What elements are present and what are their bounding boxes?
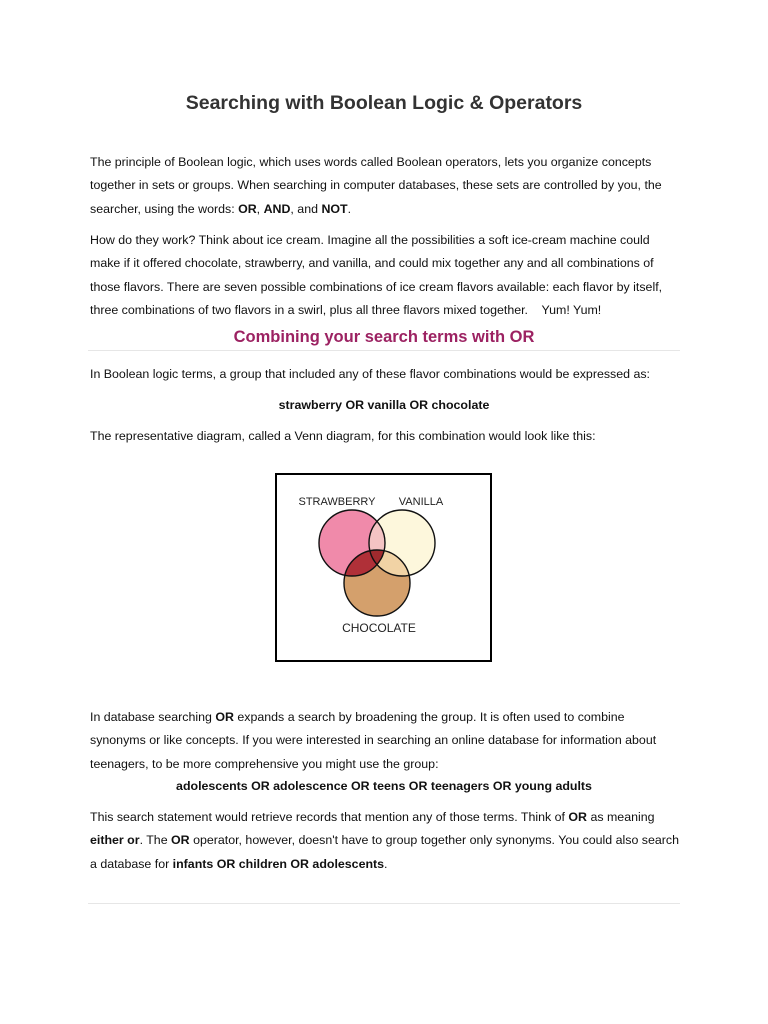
operator-not: NOT: [321, 201, 348, 216]
database-paragraph: [90, 706, 680, 776]
operator-or: OR: [238, 201, 257, 216]
intro-separator: , and: [290, 201, 322, 216]
strawberry-label: STRAWBERRY: [298, 496, 376, 508]
example-expression: strawberry OR vanilla OR chocolate: [278, 398, 490, 412]
venn-intro-paragraph: The representative diagram, called a Venn diagram, for this combination would look like this:: [90, 429, 596, 443]
retrieve-paragraph: [90, 806, 680, 876]
page-title: Searching with Boolean Logic & Operators: [185, 92, 583, 114]
retrieve-text: operator, however, doesn't have to group together only synonyms. You could also search a database for: [90, 833, 679, 871]
retrieve-text: .: [384, 856, 388, 871]
intro-separator: ,: [256, 201, 264, 216]
bottom-divider: [88, 903, 680, 904]
operator-or: OR: [215, 710, 234, 724]
example-search: infants OR children OR adolescents: [172, 856, 385, 871]
intro-end: .: [347, 201, 352, 216]
operator-and: AND: [263, 201, 291, 216]
boolean-terms-paragraph: In Boolean logic terms, a group that included any of these flavor combinations would be expressed as:: [90, 367, 650, 381]
section-heading-or: Combining your search terms with OR: [233, 328, 535, 346]
chocolate-label: CHOCOLATE: [342, 621, 416, 635]
database-text: expands a search by broadening the group. It is often used to combine synonyms or like concepts. If you were interested in searching an online database for information about teenagers, to be more comprehensive you might use the group:: [90, 710, 657, 771]
ice-cream-paragraph: How do they work? Think about ice cream. Imagine all the possibilities a soft ice-cream machine could make if it offered chocolate, strawberry, and vanilla, and could mix together any and all combinations of those flavors. There are seven possible combinations of ice cream flavors available: each flavor by itself, three combinations of two flavors in a swirl, plus all three flavors mixed together. Yum! Yum!: [90, 233, 666, 317]
teen-expression: adolescents OR adolescence OR teens OR teenagers OR young adults: [176, 779, 592, 793]
database-text: In database searching: [90, 710, 216, 724]
either-or-text: either or: [90, 833, 140, 848]
operator-or: OR: [171, 833, 190, 848]
intro-paragraph: [90, 151, 680, 221]
retrieve-text: as meaning: [587, 810, 655, 824]
intro-text: The principle of Boolean logic, which uses words called Boolean operators, lets you organize concepts together in sets or groups. When searching in computer databases, these sets are controlled by you, the searcher, using the words:: [90, 155, 662, 216]
retrieve-text: This search statement would retrieve records that mention any of those terms. Think of: [90, 810, 569, 824]
operator-or: OR: [568, 810, 588, 824]
vanilla-label: VANILLA: [398, 496, 444, 508]
venn-diagram: [275, 473, 492, 662]
retrieve-text: . The: [139, 833, 172, 848]
section-divider: [88, 350, 680, 351]
